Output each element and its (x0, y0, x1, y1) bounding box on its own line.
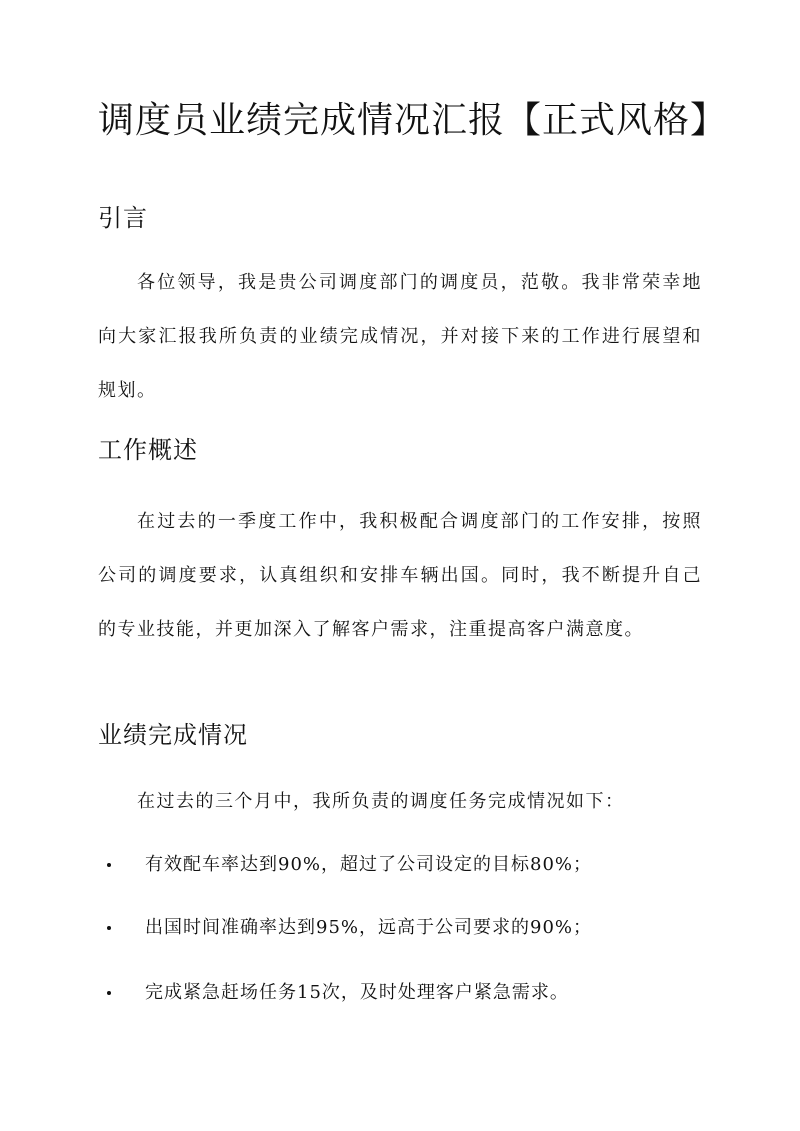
bullet-icon (107, 863, 111, 867)
list-item-text: 完成紧急赶场任务15次，及时处理客户紧急需求。 (145, 982, 569, 1003)
list-item (113, 916, 592, 940)
list-item-text: 有效配车率达到90%，超过了公司设定的目标80%； (145, 854, 593, 875)
section-heading-performance: 业绩完成情况 (98, 721, 248, 749)
intro-paragraph: 各位领导，我是贵公司调度部门的调度员，范敬。我非常荣幸地向大家汇报我所负责的业绩完成情况，并对接下来的工作进行展望和规划。 (98, 272, 702, 401)
overview-paragraph: 在过去的一季度工作中，我积极配合调度部门的工作安排，按照公司的调度要求，认真组织和安排车辆出国。同时，我不断提升自己的专业技能，并更加深入了解客户需求，注重提高客户满意度。 (98, 511, 702, 640)
list-item-text: 出国时间准确率达到95%，远高于公司要求的90%； (145, 917, 593, 938)
performance-paragraph: 在过去的三个月中，我所负责的调度任务完成情况如下： (137, 791, 625, 812)
list-item (113, 981, 569, 1005)
bullet-icon (107, 991, 111, 995)
section-heading-overview: 工作概述 (98, 436, 198, 464)
list-item (113, 853, 592, 877)
document-title: 调度员业绩完成情况汇报【正式风格】 (98, 100, 728, 141)
section-heading-intro: 引言 (98, 204, 148, 232)
bullet-icon (107, 926, 111, 930)
